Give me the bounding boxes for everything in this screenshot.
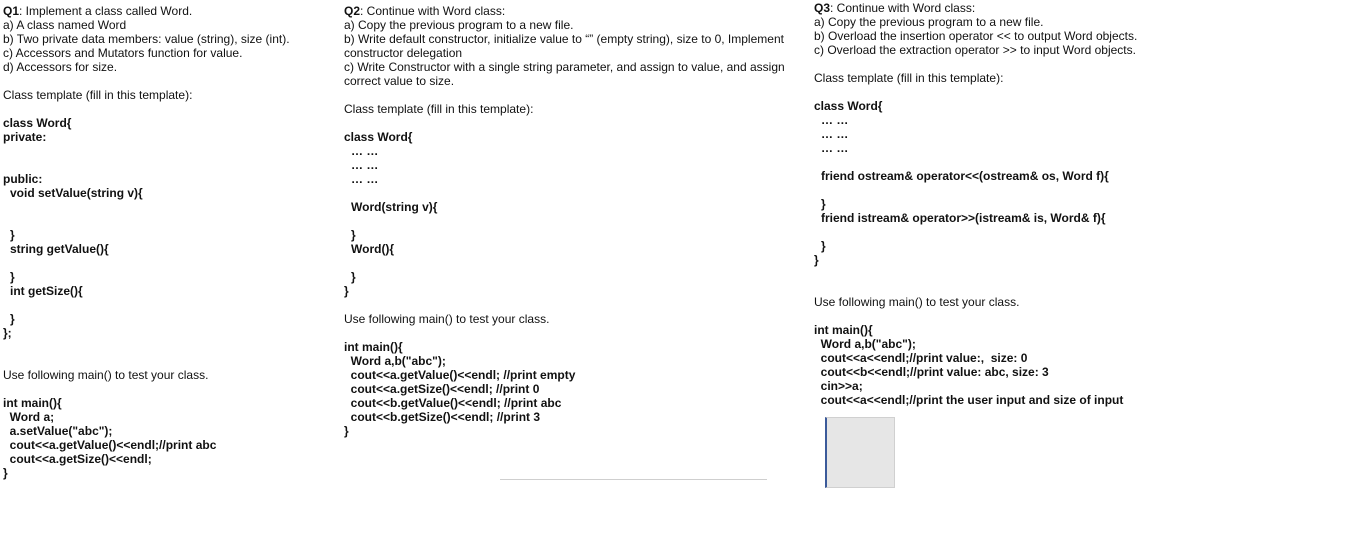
q1-code-end: }; bbox=[3, 326, 12, 340]
q2-code-close-1: } bbox=[351, 228, 356, 242]
q1-item-c: c) Accessors and Mutators function for value. bbox=[3, 46, 243, 60]
q1-template-label: Class template (fill in this template): bbox=[3, 88, 193, 102]
q1-main-line: int main(){ bbox=[3, 396, 62, 410]
q2-code-ctor-default: Word(){ bbox=[351, 242, 395, 256]
q1-main-line: Word a; bbox=[3, 410, 55, 424]
q1-code-public: public: bbox=[3, 172, 43, 186]
q2-main-line: cout<<b.getSize()<<endl; //print 3 bbox=[344, 410, 541, 424]
q3-item-c: c) Overload the extraction operator >> to input Word objects. bbox=[814, 43, 1136, 57]
q3-main-line: cin>>a; bbox=[814, 379, 863, 393]
q2-code-class-decl: class Word{ bbox=[344, 130, 413, 144]
q2-item-c: c) Write Constructor with a single string parameter, and assign to value, and assign correct value to size. bbox=[344, 60, 785, 88]
q1-code-close-1: } bbox=[10, 228, 15, 242]
q1-code-close-2: } bbox=[10, 270, 15, 284]
q1-main-line: a.setValue("abc"); bbox=[3, 424, 113, 438]
q2-code-dots: … … bbox=[351, 158, 379, 172]
q2-main-line: cout<<a.getValue()<<endl; //print empty bbox=[344, 368, 576, 382]
q1-heading bbox=[3, 4, 333, 18]
q2-main-line: int main(){ bbox=[344, 340, 403, 354]
q2-heading bbox=[344, 4, 799, 18]
image-placeholder bbox=[825, 417, 895, 488]
q2-main-line: cout<<a.getSize()<<endl; //print 0 bbox=[344, 382, 540, 396]
q2-main-line: cout<<b.getValue()<<endl; //print abc bbox=[344, 396, 562, 410]
q2-code-dots: … … bbox=[351, 144, 379, 158]
q3-code-friend-out: friend ostream& operator<<(ostream& os, Word f){ bbox=[821, 169, 1109, 183]
q3-item-a: a) Copy the previous program to a new file. bbox=[814, 15, 1044, 29]
q3-template-label: Class template (fill in this template): bbox=[814, 71, 1004, 85]
q1-main-line: } bbox=[3, 466, 8, 480]
q3-code-dots: … … bbox=[821, 141, 849, 155]
q2-main-label: Use following main() to test your class. bbox=[344, 312, 550, 326]
q3-code-friend-in: friend istream& operator>>(istream& is, Word& f){ bbox=[821, 211, 1106, 225]
q1-item-a: a) A class named Word bbox=[3, 18, 127, 32]
q3-code-end: } bbox=[814, 253, 819, 267]
q2-code-end: } bbox=[344, 284, 349, 298]
q1-label: Q1 bbox=[3, 4, 20, 18]
q3-heading bbox=[814, 1, 1359, 15]
q2-code-close-2: } bbox=[351, 270, 356, 284]
q3-code-dots: … … bbox=[821, 113, 849, 127]
q3-item-b: b) Overload the insertion operator << to output Word objects. bbox=[814, 29, 1138, 43]
q1-code-class-decl: class Word{ bbox=[3, 116, 72, 130]
q1-code-get-value: string getValue(){ bbox=[10, 242, 109, 256]
q3-main-label: Use following main() to test your class. bbox=[814, 295, 1020, 309]
q3-code-close-2: } bbox=[821, 239, 826, 253]
q1-main-line: cout<<a.getValue()<<endl;//print abc bbox=[3, 438, 217, 452]
q3-main-line: Word a,b("abc"); bbox=[814, 337, 916, 351]
q1-item-b: b) Two private data members: value (string), size (int). bbox=[3, 32, 290, 46]
q3-main-line: cout<<a<<endl;//print the user input and size of input bbox=[814, 393, 1124, 407]
q1-item-d: d) Accessors for size. bbox=[3, 60, 118, 74]
q2-label: Q2 bbox=[344, 4, 361, 18]
q2-main-line: Word a,b("abc"); bbox=[344, 354, 446, 368]
q2-template-label: Class template (fill in this template): bbox=[344, 102, 534, 116]
q1-code-set-value: void setValue(string v){ bbox=[10, 186, 143, 200]
q2-code-dots: … … bbox=[351, 172, 379, 186]
q3-main-line: cout<<a<<endl;//print value:, size: 0 bbox=[814, 351, 1028, 365]
q3-main-line: int main(){ bbox=[814, 323, 873, 337]
q2-title: : Continue with Word class: bbox=[360, 4, 506, 18]
q3-code-class-decl: class Word{ bbox=[814, 99, 883, 113]
question-2-column bbox=[344, 4, 799, 438]
q3-code-close-1: } bbox=[821, 197, 826, 211]
q1-title: : Implement a class called Word. bbox=[19, 4, 193, 18]
q3-code-dots: … … bbox=[821, 127, 849, 141]
q2-code-ctor-string: Word(string v){ bbox=[351, 200, 438, 214]
q2-item-b: b) Write default constructor, initialize value to “” (empty string), size to 0, Implement constructor delegation bbox=[344, 32, 784, 60]
question-1-column bbox=[3, 4, 333, 480]
q1-main-line: cout<<a.getSize()<<endl; bbox=[3, 452, 152, 466]
q2-item-a: a) Copy the previous program to a new file. bbox=[344, 18, 574, 32]
q3-label: Q3 bbox=[814, 1, 831, 15]
q3-title: : Continue with Word class: bbox=[830, 1, 976, 15]
q1-code-get-size: int getSize(){ bbox=[10, 284, 83, 298]
q1-code-private: private: bbox=[3, 130, 47, 144]
q1-code-close-3: } bbox=[10, 312, 15, 326]
q2-main-line: } bbox=[344, 424, 349, 438]
question-3-column bbox=[814, 1, 1359, 407]
q3-main-line: cout<<b<<endl;//print value: abc, size: 3 bbox=[814, 365, 1049, 379]
q1-main-label: Use following main() to test your class. bbox=[3, 368, 209, 382]
divider-line bbox=[500, 479, 767, 480]
